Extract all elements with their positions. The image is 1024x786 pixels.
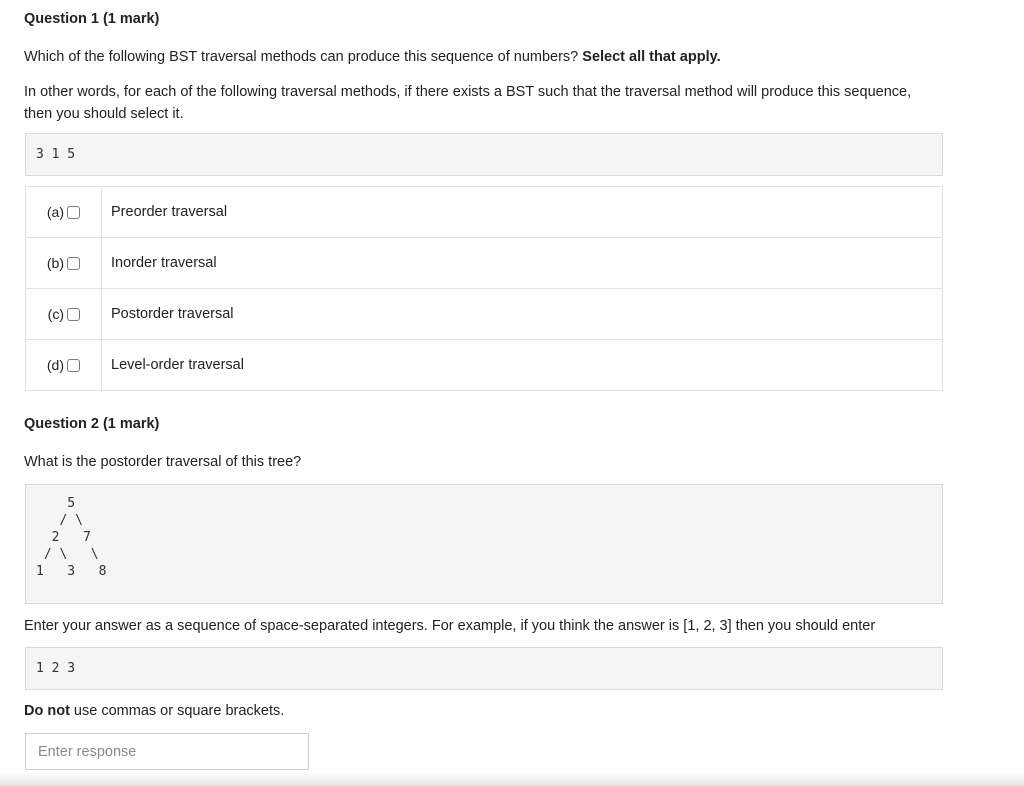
- tree-diagram-text: 5 / \ 2 7 / \ \ 1 3 8: [36, 496, 107, 579]
- question-1-prompt-text: Which of the following BST traversal methods can produce this sequence of numbers?: [24, 49, 579, 65]
- option-row-d: [26, 340, 942, 391]
- question-2-warning: [24, 703, 284, 719]
- option-row-c: [26, 289, 942, 340]
- example-code-block: 1 2 3: [25, 647, 943, 690]
- option-letter: (a): [46, 204, 64, 220]
- option-label: Inorder traversal: [111, 255, 217, 271]
- option-c-checkbox[interactable]: [67, 308, 80, 321]
- option-b-selector: [26, 238, 102, 288]
- option-letter: (c): [47, 306, 64, 322]
- warning-text: use commas or square brackets.: [69, 703, 285, 719]
- option-row-b: [26, 238, 942, 289]
- tree-code-block: [25, 484, 943, 604]
- sequence-code-block: 3 1 5: [25, 133, 943, 176]
- question-1-heading: Question 1 (1 mark): [24, 11, 160, 27]
- option-d-checkbox[interactable]: [67, 359, 80, 372]
- question-2-heading: Question 2 (1 mark): [24, 416, 160, 432]
- option-row-a: [26, 187, 942, 238]
- option-a-checkbox[interactable]: [67, 206, 80, 219]
- option-d-selector: [26, 340, 102, 390]
- option-a-selector: [26, 187, 102, 237]
- option-letter: (d): [46, 357, 64, 373]
- option-label: Preorder traversal: [111, 204, 228, 220]
- bottom-shadow-divider: [0, 772, 1024, 786]
- question-1-prompt-emphasis: Select all that apply.: [582, 49, 721, 65]
- option-letter: (b): [46, 255, 64, 271]
- question-1-explanation: In other words, for each of the following traversal methods, if there exists a BST such that the traversal method will produce this sequence, then you should select it.: [24, 84, 912, 122]
- answer-options-table: [25, 186, 943, 391]
- question-2-instruction: Enter your answer as a sequence of space-separated integers. For example, if you think the answer is [1, 2, 3] then you should enter: [24, 618, 876, 634]
- question-1-prompt: [24, 49, 721, 65]
- question-2-prompt: What is the postorder traversal of this tree?: [24, 454, 302, 470]
- warning-bold-text: Do not: [24, 703, 70, 719]
- option-c-selector: [26, 289, 102, 339]
- option-label: Postorder traversal: [111, 306, 234, 322]
- option-b-checkbox[interactable]: [67, 257, 80, 270]
- option-label: Level-order traversal: [111, 357, 244, 373]
- response-input[interactable]: [25, 733, 309, 770]
